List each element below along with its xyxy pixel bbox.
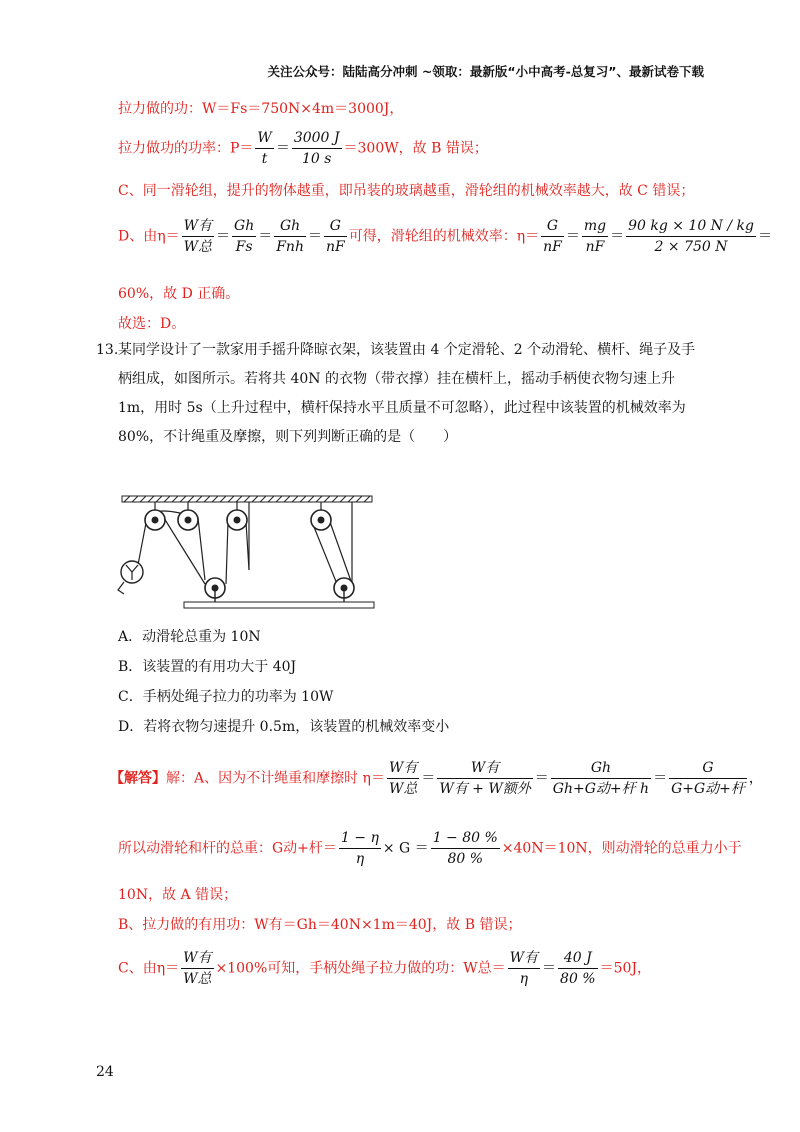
page-number: 24 [96,1064,114,1080]
fraction-denominator: 2 × 750 N [654,239,728,255]
ceiling [122,496,372,502]
fraction-numerator: Gh [232,216,256,237]
fraction-denominator: Fnh [276,239,304,255]
a2-fraction-2 [431,828,500,869]
option-d: D．若将衣物匀速提升 0.5m，该装置的机械效率变小 [118,719,450,735]
a2-suffix: ×40N＝10N，则动滑轮的总重力小于 [501,840,742,857]
fraction-denominator: nF [543,239,562,255]
c-middle: ×100%可知，手柄处绳子拉力做的功：W总＝ [215,960,506,977]
fraction-numerator: Gh [274,216,306,237]
question-text: 某同学设计了一款家用手摇升降晾衣架，该装置由 4 个定滑轮、2 个动滑轮、横杆、绳子及手柄组成，如图所示。若将共 40N 的衣物（带衣撑）挂在横杆上，摇动手柄使衣物匀速上升 1m，用时 5s（上升过程中，横杆保持水平且质量不可忽略），此过程中该装置的机械效率为 80%，不计绳重及摩擦，则下列判断正确的是（ ） [118,342,696,445]
ans-fraction-3 [551,758,651,799]
ans-fraction-1 [387,758,419,799]
option-a: A．动滑轮总重为 10N [118,629,261,645]
eta-fraction [182,216,214,257]
answer-b-line: B、拉力做的有用功：W有＝Gh＝40N×1m＝40J，故 B 错误； [118,917,522,933]
ans-fraction-2 [437,758,532,799]
ans-fraction-4 [669,758,747,799]
a2-fraction-1 [339,828,381,869]
fraction-numerator: 1 − 80 % [431,828,500,849]
fraction-denominator: W总 [388,781,418,797]
power-suffix: ＝300W，故 B 错误； [343,140,488,157]
fraction-numerator: Gh [551,758,651,779]
fraction-denominator: W有 + W额外 [439,781,531,797]
answer-tag: 【解答】 [110,770,166,787]
fraction-denominator: W总 [183,971,212,987]
a2-middle: × G ＝ [382,840,429,857]
answer-choice: 故选：D。 [118,316,186,332]
c-prefix: C、由η＝ [118,960,180,977]
crossbar [184,602,374,608]
option-c-explanation: C、同一滑轮组，提升的物体越重，即吊装的玻璃越重，滑轮组的机械效率越大，故 C 错误； [118,183,695,199]
d-result: 60%，故 D 正确。 [118,286,240,302]
power-line: 拉力做功的功率：P＝ $\frac{W}{t}$ ＝ $\frac{3000 J}{10 s}$ ＝300W，故 B 错误； [118,130,488,167]
fraction-denominator: t [261,151,268,167]
fraction-numerator: mg [582,216,608,237]
g-nf-fraction-2 [541,216,564,257]
d-prefix: D、由η＝ [118,228,180,245]
c-suffix: ＝50J， [599,960,652,977]
option-c: C．手柄处绳子拉力的功率为 10W [118,689,334,705]
power-fraction-2 [292,128,342,169]
answer-c-line [118,948,651,989]
fraction-numerator: G [669,758,747,779]
answer-efficiency-line: 【解答】解：A、因为不计绳重和摩擦时 η＝ $\frac{\text{W有}}{\text{W总}}$ ＝ $\frac{\text{W有}}{\text{W有 + W额外}}$ ＝ $\frac{Gh}{\text{Gh+G动+杆 h}}$ ＝ $\frac{G}{\text{G+G动+杆}}$ ， [110,760,763,797]
fraction-denominator: nF [585,239,605,255]
question-number: 13. [96,342,119,358]
c-fraction-2 [508,948,540,989]
fraction-numerator: W [255,128,273,149]
page-header: 关注公众号：陆陆高分冲刺 ~领取：最新版“小中高考-总复习”、最新试卷下载 [267,64,704,79]
fraction-numerator: 90 kg × 10 N / kg [626,216,756,237]
fraction-numerator: 1 − η [339,828,381,849]
power-fraction-1 [255,128,273,169]
fraction-numerator: W有 [508,948,540,969]
fraction-denominator: G+G动+杆 [671,781,745,797]
gh-fs-fraction [232,216,256,257]
mg-nf-fraction [582,216,608,257]
ans-end: ， [748,770,763,787]
gh-fnh-fraction [274,216,306,257]
d-end: ＝ [758,228,772,245]
g-nf-fraction [324,216,347,257]
fraction-denominator: 10 s [301,151,332,167]
fraction-numerator: G [324,216,347,237]
option-b: B．该装置的有用功大于 40J [118,659,297,675]
fraction-numerator: 40 J [558,948,598,969]
answer-intro: 解：A、因为不计绳重和摩擦时 η＝ [166,770,385,787]
fraction-numerator: W有 [387,758,419,779]
c-fraction-3 [558,948,598,989]
answer-a-conclusion: 10N，故 A 错误； [118,887,238,903]
numeric-efficiency-fraction [626,216,756,257]
fixed-pulleys [145,510,331,530]
fraction-denominator: nF [325,239,345,255]
fraction-denominator: Fs [235,239,253,255]
c-fraction-1 [181,948,213,989]
pulley-diagram [112,490,382,616]
fraction-denominator: η [519,971,529,987]
fraction-denominator: W总 [183,239,213,255]
work-line: 拉力做的功：W＝Fs＝750N×4m＝3000J， [118,101,404,117]
fraction-numerator: G [541,216,564,237]
fraction-numerator: W有 [437,758,532,779]
option-d-explanation: D、由η＝ $\frac{\text{W有}}{\text{W总}}$ ＝ $\frac{Gh}{Fs}$ ＝ $\frac{Gh}{\text{Fnh}}$ ＝ $\frac{G}{nF}$ 可得，滑轮组的机械效率：η＝ $\frac{G}{nF}$ ＝ $\frac{mg}{nF}$ ＝ $\frac{90 kg \times 10 N / kg}{2 \times 750 N}$ ＝ [118,218,772,255]
d-middle-text: 可得，滑轮组的机械效率：η＝ [348,228,540,245]
c-equals: ＝ [542,960,557,977]
fraction-denominator: 80 % [447,851,484,867]
fraction-denominator: Gh+G动+杆 h [552,781,650,797]
power-prefix: 拉力做功的功率：P＝ [118,140,254,157]
movable-pulleys [205,578,354,602]
a2-prefix: 所以动滑轮和杆的总重：G动+杆＝ [118,840,337,857]
fraction-denominator: η [355,851,365,867]
fraction-numerator: W有 [182,216,214,237]
crank-handle [118,561,143,594]
fraction-numerator: 3000 J [292,128,342,149]
answer-weight-line [118,828,742,869]
fraction-numerator: W有 [181,948,213,969]
fraction-denominator: 80 % [560,971,596,987]
